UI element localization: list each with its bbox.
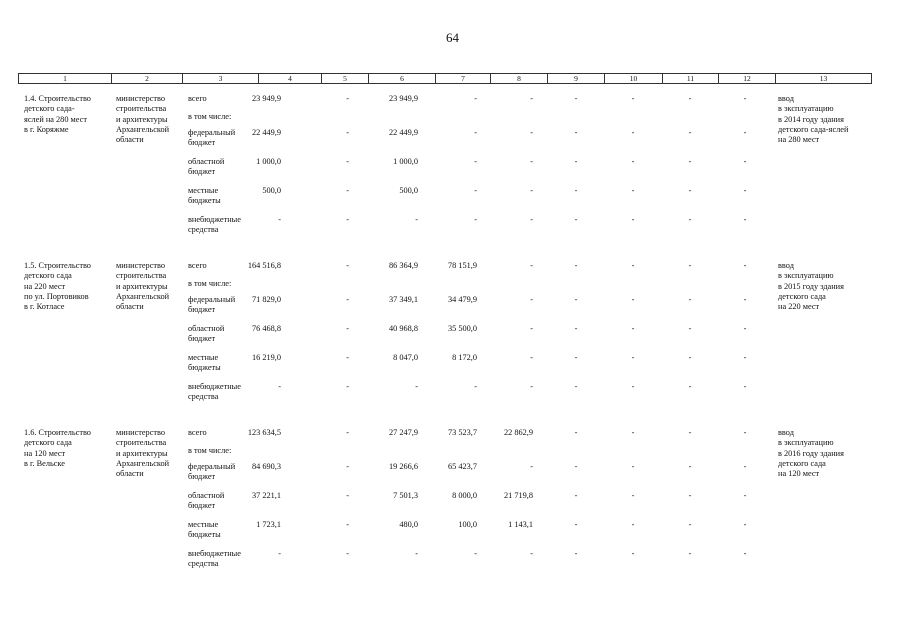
funding-source-label: всего: [188, 261, 207, 270]
value-cell: -: [346, 549, 349, 558]
header-cell-5: 5: [322, 74, 369, 84]
value-cell: -: [688, 261, 692, 270]
header-cell-4: 4: [259, 74, 322, 84]
project-name: 1.5. Строительство детского сада на 220 мест по ул. Портовиков в г. Котласе: [24, 261, 91, 312]
value-cell: -: [631, 491, 635, 500]
value-cell: -: [631, 215, 635, 224]
value-cell: 23 949,9: [251, 94, 281, 103]
value-cell: 37 221,1: [251, 491, 281, 500]
value-cell: 86 364,9: [388, 261, 418, 270]
value-cell: 1 723,1: [256, 520, 281, 529]
value-cell: 8 047,0: [393, 353, 418, 362]
header-cell-9: 9: [548, 74, 605, 84]
expected-result: ввод в эксплуатацию в 2015 году здания детского сада на 220 мест: [778, 261, 844, 312]
funding-source-label: областной бюджет: [188, 324, 225, 344]
value-cell: -: [743, 382, 747, 391]
value-cell: -: [415, 549, 418, 558]
value-cell: -: [743, 520, 747, 529]
value-cell: -: [688, 324, 692, 333]
value-cell: 40 968,8: [388, 324, 418, 333]
value-cell: -: [688, 520, 692, 529]
value-cell: -: [574, 215, 578, 224]
value-cell: -: [346, 186, 349, 195]
value-cell: -: [743, 261, 747, 270]
value-cell: -: [530, 215, 533, 224]
funding-source-label: областной бюджет: [188, 491, 225, 511]
value-cell: 71 829,0: [251, 295, 281, 304]
value-cell: -: [346, 520, 349, 529]
value-cell: -: [530, 186, 533, 195]
value-cell: -: [631, 128, 635, 137]
value-cell: -: [574, 128, 578, 137]
value-cell: 34 479,9: [447, 295, 477, 304]
value-cell: -: [688, 157, 692, 166]
value-cell: -: [688, 428, 692, 437]
value-cell: 23 949,9: [388, 94, 418, 103]
value-cell: -: [346, 295, 349, 304]
value-cell: -: [474, 157, 477, 166]
value-cell: 164 516,8: [247, 261, 281, 270]
value-cell: 7 501,3: [393, 491, 418, 500]
value-cell: -: [530, 353, 533, 362]
funding-source-label: в том числе:: [188, 446, 232, 455]
value-cell: -: [278, 549, 281, 558]
funding-source-label: федеральный бюджет: [188, 462, 236, 482]
value-cell: 73 523,7: [447, 428, 477, 437]
value-cell: -: [574, 428, 578, 437]
value-cell: -: [530, 324, 533, 333]
value-cell: -: [530, 549, 533, 558]
value-cell: -: [743, 128, 747, 137]
column-number-header: [18, 73, 872, 84]
value-cell: -: [631, 186, 635, 195]
value-cell: 123 634,5: [247, 428, 281, 437]
funding-source-label: местные бюджеты: [188, 353, 221, 373]
value-cell: -: [415, 382, 418, 391]
value-cell: -: [631, 94, 635, 103]
value-cell: -: [530, 382, 533, 391]
value-cell: -: [346, 261, 349, 270]
expected-result: ввод в эксплуатацию в 2016 году здания детского сада на 120 мест: [778, 428, 844, 479]
funding-source-label: всего: [188, 428, 207, 437]
value-cell: -: [530, 295, 533, 304]
value-cell: -: [574, 353, 578, 362]
header-cell-1: 1: [19, 74, 112, 84]
value-cell: -: [688, 462, 692, 471]
funding-source-label: местные бюджеты: [188, 520, 221, 540]
header-cell-13: 13: [776, 74, 872, 84]
value-cell: -: [530, 128, 533, 137]
value-cell: -: [346, 353, 349, 362]
value-cell: -: [631, 295, 635, 304]
value-cell: 16 219,0: [251, 353, 281, 362]
value-cell: 35 500,0: [447, 324, 477, 333]
value-cell: -: [631, 428, 635, 437]
value-cell: 22 449,9: [388, 128, 418, 137]
value-cell: -: [631, 261, 635, 270]
value-cell: -: [688, 128, 692, 137]
value-cell: -: [415, 215, 418, 224]
value-cell: -: [574, 520, 578, 529]
value-cell: -: [688, 382, 692, 391]
value-cell: -: [688, 549, 692, 558]
value-cell: -: [743, 462, 747, 471]
header-cell-8: 8: [491, 74, 548, 84]
value-cell: -: [278, 215, 281, 224]
value-cell: -: [346, 128, 349, 137]
value-cell: 22 862,9: [503, 428, 533, 437]
value-cell: 1 000,0: [393, 157, 418, 166]
value-cell: -: [574, 462, 578, 471]
value-cell: -: [346, 324, 349, 333]
value-cell: -: [574, 295, 578, 304]
value-cell: -: [474, 128, 477, 137]
value-cell: -: [346, 157, 349, 166]
value-cell: -: [688, 215, 692, 224]
value-cell: -: [743, 94, 747, 103]
value-cell: -: [688, 353, 692, 362]
value-cell: 1 000,0: [256, 157, 281, 166]
value-cell: 27 247,9: [388, 428, 418, 437]
value-cell: -: [743, 157, 747, 166]
project-name: 1.4. Строительство детского сада- яслей на 280 мест в г. Коряжме: [24, 94, 91, 134]
value-cell: 21 719,8: [503, 491, 533, 500]
value-cell: -: [346, 462, 349, 471]
funding-source-label: всего: [188, 94, 207, 103]
value-cell: -: [688, 94, 692, 103]
value-cell: -: [631, 324, 635, 333]
value-cell: 19 266,6: [388, 462, 418, 471]
value-cell: 37 349,1: [388, 295, 418, 304]
executor: министерство строительства и архитектуры Архангельской области: [116, 261, 170, 312]
value-cell: -: [346, 428, 349, 437]
value-cell: -: [631, 549, 635, 558]
value-cell: -: [574, 94, 578, 103]
funding-source-label: внебюджетные средства: [188, 382, 241, 402]
value-cell: -: [743, 549, 747, 558]
header-cell-6: 6: [369, 74, 436, 84]
value-cell: -: [474, 186, 477, 195]
value-cell: -: [574, 491, 578, 500]
value-cell: -: [688, 186, 692, 195]
value-cell: -: [743, 186, 747, 195]
value-cell: 84 690,3: [251, 462, 281, 471]
value-cell: -: [631, 520, 635, 529]
value-cell: 65 423,7: [447, 462, 477, 471]
value-cell: -: [743, 491, 747, 500]
value-cell: -: [474, 215, 477, 224]
value-cell: 480,0: [399, 520, 418, 529]
value-cell: 500,0: [262, 186, 281, 195]
project-name: 1.6. Строительство детского сада на 120 мест в г. Вельске: [24, 428, 91, 468]
value-cell: 8 172,0: [452, 353, 477, 362]
funding-source-label: внебюджетные средства: [188, 215, 241, 235]
value-cell: -: [574, 382, 578, 391]
value-cell: -: [743, 428, 747, 437]
value-cell: -: [631, 462, 635, 471]
value-cell: -: [574, 549, 578, 558]
value-cell: -: [346, 215, 349, 224]
value-cell: -: [346, 491, 349, 500]
value-cell: -: [743, 215, 747, 224]
value-cell: -: [574, 324, 578, 333]
funding-source-label: внебюджетные средства: [188, 549, 241, 569]
page-number: 64: [446, 30, 459, 45]
value-cell: -: [530, 157, 533, 166]
value-cell: 76 468,8: [251, 324, 281, 333]
value-cell: -: [574, 157, 578, 166]
value-cell: -: [688, 295, 692, 304]
header-cell-10: 10: [605, 74, 663, 84]
funding-source-label: в том числе:: [188, 279, 232, 288]
executor: министерство строительства и архитектуры Архангельской области: [116, 94, 170, 145]
funding-source-label: областной бюджет: [188, 157, 225, 177]
value-cell: -: [631, 353, 635, 362]
value-cell: -: [346, 94, 349, 103]
funding-source-label: федеральный бюджет: [188, 295, 236, 315]
expected-result: ввод в эксплуатацию в 2014 году здания детского сада-яслей на 280 мест: [778, 94, 849, 145]
value-cell: -: [346, 382, 349, 391]
header-cell-12: 12: [719, 74, 776, 84]
header-cell-2: 2: [112, 74, 183, 84]
value-cell: 78 151,9: [447, 261, 477, 270]
value-cell: 1 143,1: [508, 520, 533, 529]
funding-source-label: местные бюджеты: [188, 186, 221, 206]
header-cell-3: 3: [183, 74, 259, 84]
header-cell-11: 11: [663, 74, 719, 84]
value-cell: -: [530, 94, 533, 103]
value-cell: 500,0: [399, 186, 418, 195]
value-cell: 8 000,0: [452, 491, 477, 500]
value-cell: 100,0: [458, 520, 477, 529]
value-cell: -: [743, 295, 747, 304]
value-cell: -: [631, 382, 635, 391]
value-cell: 22 449,9: [251, 128, 281, 137]
value-cell: -: [743, 353, 747, 362]
value-cell: -: [530, 462, 533, 471]
header-cell-7: 7: [436, 74, 491, 84]
value-cell: -: [574, 186, 578, 195]
value-cell: -: [743, 324, 747, 333]
value-cell: -: [474, 382, 477, 391]
value-cell: -: [474, 94, 477, 103]
value-cell: -: [631, 157, 635, 166]
funding-source-label: в том числе:: [188, 112, 232, 121]
value-cell: -: [474, 549, 477, 558]
value-cell: -: [574, 261, 578, 270]
value-cell: -: [530, 261, 533, 270]
executor: министерство строительства и архитектуры Архангельской области: [116, 428, 170, 479]
value-cell: -: [688, 491, 692, 500]
funding-source-label: федеральный бюджет: [188, 128, 236, 148]
value-cell: -: [278, 382, 281, 391]
